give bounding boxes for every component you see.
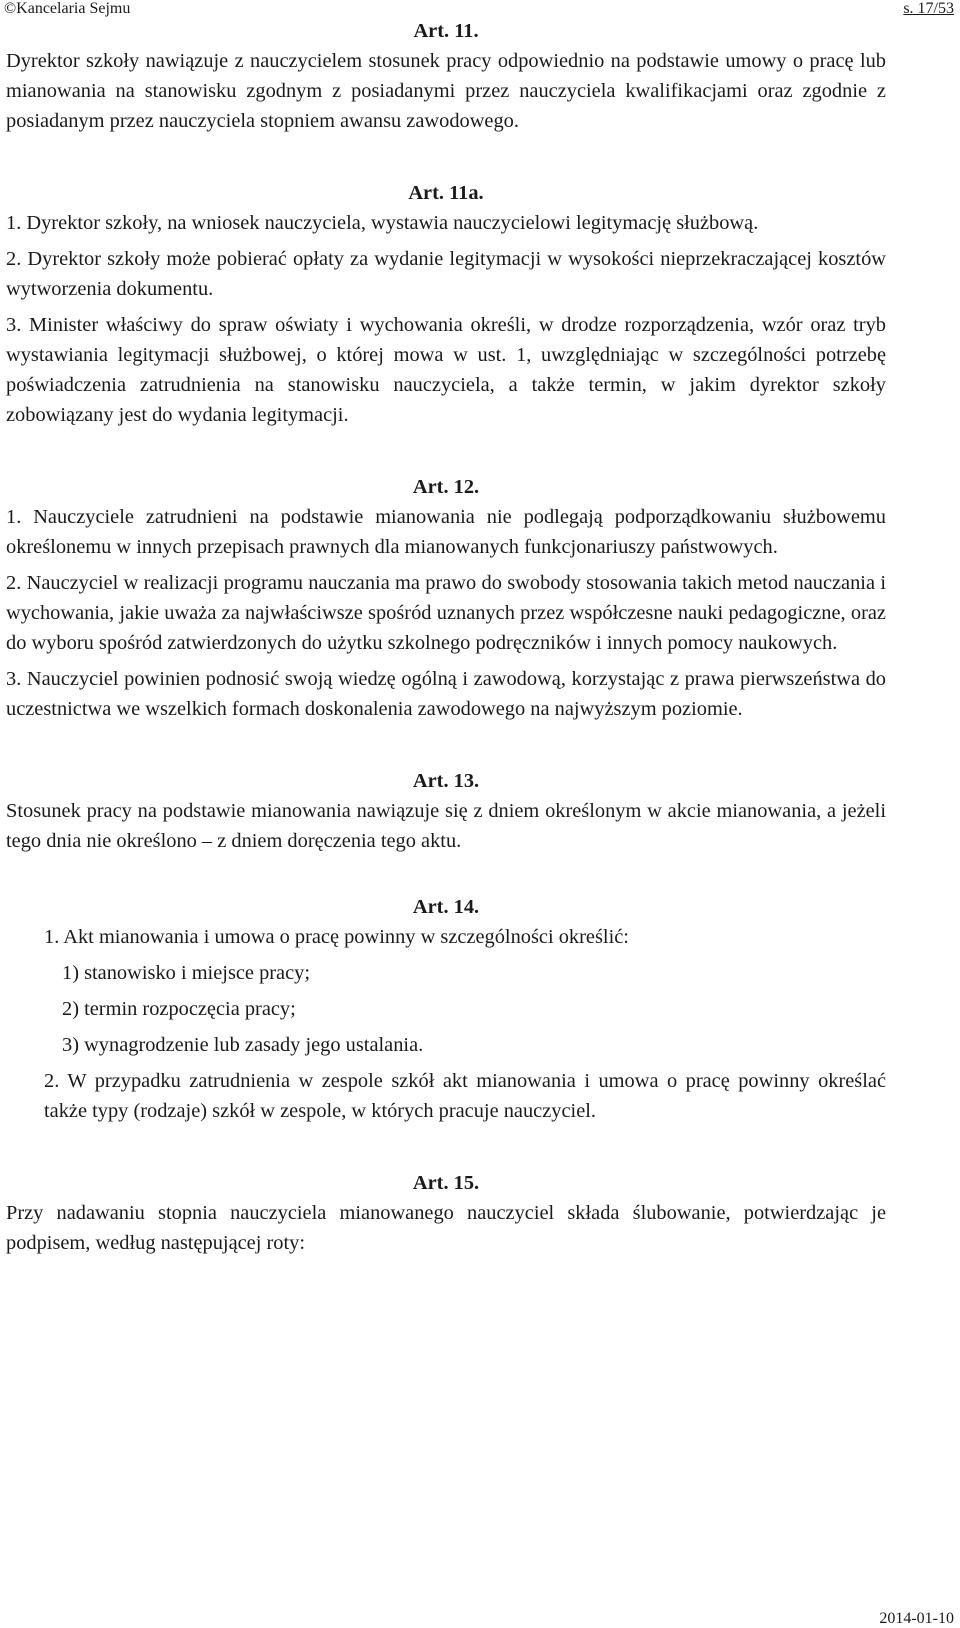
- article-text: Stosunek pracy na podstawie mianowania nawiązuje się z dniem określonym w akcie mianowania, a jeżeli tego dnia nie określono – z dniem doręczenia tego aktu.: [6, 800, 886, 852]
- article-paragraph: 1. Akt mianowania i umowa o pracę powinny w szczególności określić:: [44, 926, 629, 948]
- article-title: Art. 15.: [412, 1172, 480, 1194]
- list-item: 2) termin rozpoczęcia pracy;: [62, 998, 296, 1020]
- document-body: [6, 16, 886, 1258]
- article-title: Art. 11a.: [408, 182, 484, 204]
- article-title: Art. 14.: [412, 896, 480, 918]
- article-title: Art. 13.: [412, 770, 480, 792]
- list-item: 3) wynagrodzenie lub zasady jego ustalania.: [62, 1034, 424, 1056]
- copyright-label: ©Kancelaria Sejmu: [4, 0, 131, 17]
- article-paragraph: 3. Minister właściwy do spraw oświaty i wychowania określi, w drodze rozporządzenia, wzór oraz tryb wystawiania legitymacji służbowej, o której mowa w ust. 1, uwzględniając w szczególności potrzebę poświadczenia zatrudnienia na stanowisku nauczyciela, a także termin, w jakim dyrektor szkoły zobowiązany jest do wydania legitymacji.: [6, 314, 886, 426]
- article-paragraph: 2. W przypadku zatrudnienia w zespole szkół akt mianowania i umowa o pracę powinny określać także typy (rodzaje) szkół w zespole, w których pracuje nauczyciel.: [44, 1070, 886, 1122]
- page-number: s. 17/53: [903, 0, 954, 17]
- article-title: Art. 11.: [413, 20, 479, 42]
- article-paragraph: 1. Dyrektor szkoły, na wniosek nauczyciela, wystawia nauczycielowi legitymację służbową.: [6, 212, 759, 234]
- article-title: Art. 12.: [412, 476, 480, 498]
- list-item: 1) stanowisko i miejsce pracy;: [62, 962, 311, 984]
- article-text: Dyrektor szkoły nawiązuje z nauczycielem stosunek pracy odpowiednio na podstawie umowy o pracę lub mianowania na stanowisku zgodnym z posiadanymi przez nauczyciela kwalifikacjami oraz zgodnie z posiadanym przez nauczyciela stopniem awansu zawodowego.: [6, 50, 886, 132]
- article-paragraph: 2. Nauczyciel w realizacji programu nauczania ma prawo do swobody stosowania takich metod nauczania i wychowania, jakie uważa za najwłaściwsze spośród uznanych przez współczesne nauki pedagogiczne, oraz do wyboru spośród zatwierdzonych do użytku szkolnego podręczników i innych pomocy naukowych.: [6, 572, 886, 654]
- article-paragraph: 1. Nauczyciele zatrudnieni na podstawie mianowania nie podlegają podporządkowaniu służbowemu określonemu w innych przepisach prawnych dla mianowanych funkcjonariuszy państwowych.: [6, 506, 886, 558]
- article-paragraph: 3. Nauczyciel powinien podnosić swoją wiedzę ogólną i zawodową, korzystając z prawa pierwszeństwa do uczestnictwa we wszelkich formach doskonalenia zawodowego na najwyższym poziomie.: [6, 668, 886, 720]
- footer-date: 2014-01-10: [879, 1610, 954, 1627]
- article-paragraph: 2. Dyrektor szkoły może pobierać opłaty za wydanie legitymacji w wysokości nieprzekraczającej kosztów wytworzenia dokumentu.: [6, 248, 886, 300]
- article-text: Przy nadawaniu stopnia nauczyciela mianowanego nauczyciel składa ślubowanie, potwierdzając je podpisem, według następującej roty:: [6, 1202, 886, 1254]
